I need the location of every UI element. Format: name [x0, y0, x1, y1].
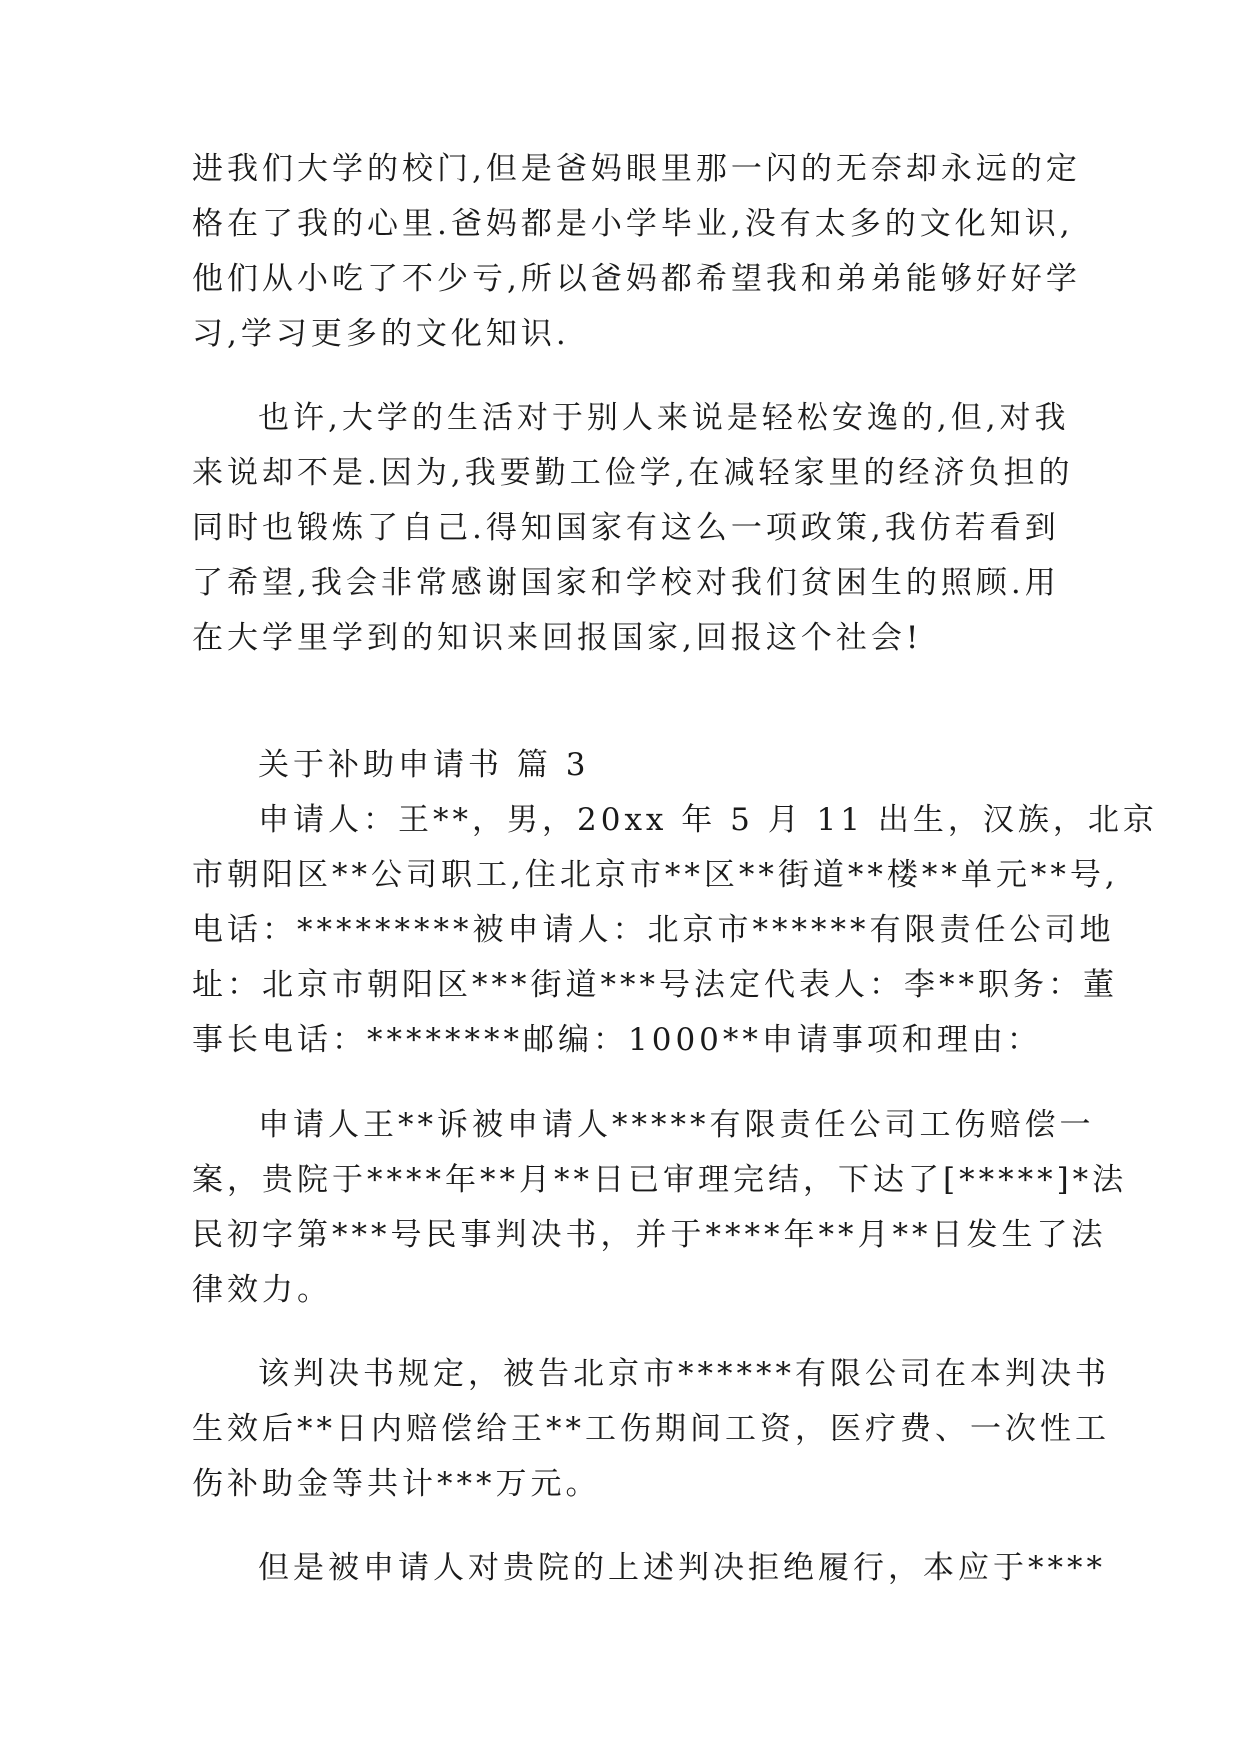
- text-line: 址：北京市朝阳区***街道***号法定代表人：李**职务：董: [192, 967, 1118, 1003]
- text-line: 来说却不是.因为,我要勤工俭学,在减轻家里的经济负担的: [192, 455, 1074, 491]
- text-line: 格在了我的心里.爸妈都是小学毕业,没有太多的文化知识,: [192, 206, 1074, 242]
- text-line: 电话：*********被申请人：北京市******有限责任公司地: [192, 912, 1115, 948]
- text-line: 市朝阳区**公司职工,住北京市**区**街道**楼**单元**号,: [192, 857, 1119, 893]
- text-line: 了希望,我会非常感谢国家和学校对我们贫困生的照顾.用: [192, 565, 1060, 601]
- paragraph-first-line: 该判决书规定，被告北京市******有限公司在本判决书: [258, 1356, 1110, 1392]
- text-line: 伤补助金等共计***万元。: [192, 1466, 601, 1502]
- text-line: 律效力。: [192, 1272, 332, 1308]
- text-line: 案，贵院于****年**月**日已审理完结，下达了[*****]*法: [192, 1162, 1128, 1198]
- text-line: 事长电话：********邮编：1000**申请事项和理由：: [192, 1022, 1042, 1058]
- text-line: 进我们大学的校门,但是爸妈眼里那一闪的无奈却永远的定: [192, 151, 1081, 187]
- paragraph-first-line: 申请人王**诉被申请人*****有限责任公司工伤赔偿一: [258, 1107, 1095, 1143]
- paragraph-first-line: 但是被申请人对贵院的上述判决拒绝履行，本应于****: [258, 1550, 1106, 1586]
- text-line: 同时也锻炼了自己.得知国家有这么一项政策,我仿若看到: [192, 510, 1060, 546]
- section-heading: 关于补助申请书 篇 3: [258, 747, 590, 783]
- paragraph-first-line: 也许,大学的生活对于别人来说是轻松安逸的,但,对我: [258, 400, 1070, 436]
- text-line: 生效后**日内赔偿给王**工伤期间工资，医疗费、一次性工: [192, 1411, 1110, 1447]
- text-line: 民初字第***号民事判决书，并于****年**月**日发生了法: [192, 1217, 1107, 1253]
- text-line: 他们从小吃了不少亏,所以爸妈都希望我和弟弟能够好好学: [192, 261, 1081, 297]
- text-line: 在大学里学到的知识来回报国家,回报这个社会!: [192, 620, 923, 656]
- paragraph-first-line: 申请人：王**，男，20xx 年 5 月 11 出生，汉族，北京: [258, 802, 1158, 838]
- text-line: 习,学习更多的文化知识.: [192, 316, 570, 352]
